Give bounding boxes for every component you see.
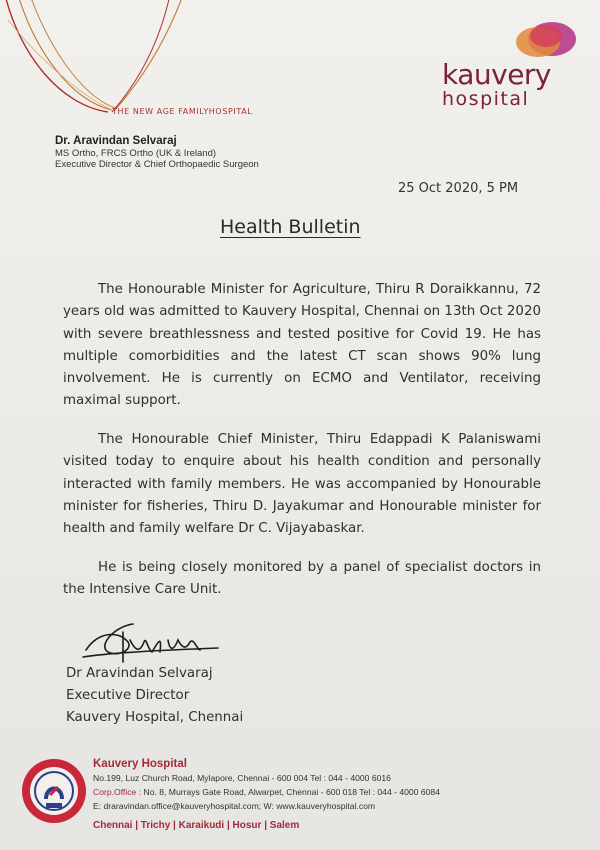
doctor-qualification: MS Ortho, FRCS Ortho (UK & Ireland) (55, 148, 217, 159)
tagline: THE NEW AGE FAMILYHOSPITAL (112, 107, 253, 116)
kauvery-logo-icon (500, 14, 580, 64)
footer-branches: Chennai | Trichy | Karaikudi | Hosur | Salem (93, 820, 300, 831)
doctor-name: Dr. Aravindan Selvaraj (55, 135, 177, 147)
page-title: Health Bulletin (220, 216, 361, 238)
doctor-title: Executive Director & Chief Orthopaedic Surgeon (55, 159, 259, 170)
corp-office-address: No. 8, Murrays Gate Road, Alwarpet, Chennai - 600 018 Tel : 044 - 4000 6084 (141, 787, 440, 797)
brand-subtitle: hospital (442, 88, 530, 110)
signatory-name: Dr Aravindan Selvaraj (66, 666, 213, 681)
paragraph-monitoring: He is being closely monitored by a panel of specialist doctors in the Intensive Care Unit. (63, 560, 541, 598)
footer-hospital-name: Kauvery Hospital (93, 758, 187, 770)
paragraph-admission: The Honourable Minister for Agriculture, Thiru R Doraikkannu, 72 years old was admitted to Kauvery Hospital, Chennai on 13th Oct 2020 with severe breathlessness and tested positive for Covid 19. He has multiple comorbidities and the latest CT scan shows 90% lung involvement. He is currently on ECMO and Ventilator, receiving maximal support. (63, 282, 541, 409)
signatory-role: Executive Director (66, 688, 190, 703)
footer-address: No.199, Luz Church Road, Mylapore, Chennai - 600 004 Tel : 044 - 4000 6016 (93, 773, 391, 783)
brand-name: kauvery (442, 58, 552, 91)
paragraph-visit: The Honourable Chief Minister, Thiru Edappadi K Palaniswami visited today to enquire about his health condition and personally interacted with family members. He was accompanied by Honourable minister for fisheries, Thiru D. Jayakumar and Honourable minister for health and family welfare Dr C. Vijayabaskar. (63, 432, 541, 537)
bulletin-date: 25 Oct 2020, 5 PM (398, 181, 519, 196)
corp-office-label: Corp.Office : (93, 787, 142, 797)
nabh-seal-icon (20, 757, 88, 825)
footer-contact: E: draravindan.office@kauveryhospital.com; W: www.kauveryhospital.com (93, 801, 376, 811)
footer-corp-office (93, 787, 440, 797)
signature (78, 612, 228, 667)
signatory-org: Kauvery Hospital, Chennai (66, 710, 244, 725)
